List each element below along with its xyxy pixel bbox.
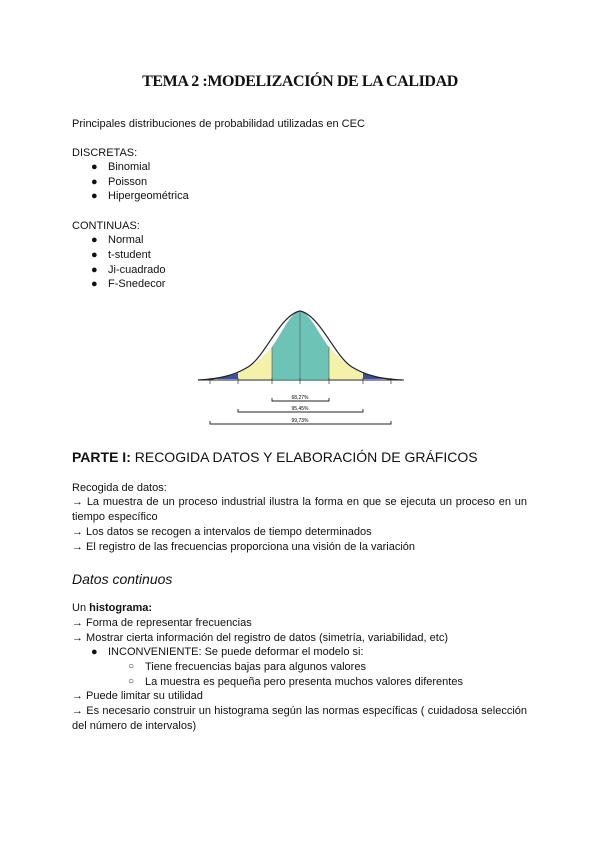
bullet-icon: ● xyxy=(91,176,98,188)
recogida-line-2: → Los datos se recogen a intervalos de tiempo determinados xyxy=(72,526,372,538)
middle-band-left xyxy=(238,347,272,379)
hollow-bullet-icon: ○ xyxy=(128,661,135,672)
range-label-2: 95,45% xyxy=(291,406,309,412)
range-label-1: 68,27% xyxy=(291,395,309,401)
continuas-heading: CONTINUAS: xyxy=(72,220,140,232)
discretas-heading: DISCRETAS: xyxy=(72,147,138,159)
histograma-term: histograma: xyxy=(89,602,153,614)
section-label: PARTE I: xyxy=(72,449,131,465)
list-item: Ji-cuadrado xyxy=(108,264,166,276)
list-item: F-Snedecor xyxy=(108,278,166,290)
inconveniente-text: INCONVENIENTE: Se puede deformar el modelo si: xyxy=(108,646,364,658)
histograma-line-4: → Es necesario construir un histograma según las normas específicas ( cuidadosa selección del número de intervalos) xyxy=(72,705,527,732)
inconveniente-sub-2: La muestra es pequeña pero presenta muchos valores diferentes xyxy=(145,676,463,688)
recogida-line-3: → El registro de las frecuencias proporciona una visión de la variación xyxy=(72,541,416,553)
histograma-prefix: Un xyxy=(72,602,90,614)
histograma-heading xyxy=(72,602,152,615)
histograma-line-1: → Forma de representar frecuencias xyxy=(72,617,252,629)
hollow-bullet-icon: ○ xyxy=(128,676,135,687)
list-item: Poisson xyxy=(108,176,148,188)
normal-distribution-figure xyxy=(190,305,415,430)
page-title: TEMA 2 :MODELIZACIÓN DE LA CALIDAD xyxy=(142,73,458,90)
list-item: Binomial xyxy=(108,161,151,173)
inconveniente-sub-1: Tiene frecuencias bajas para algunos valores xyxy=(145,661,366,673)
inner-band xyxy=(272,311,329,379)
bullet-icon: ● xyxy=(91,646,98,658)
section-title: RECOGIDA DATOS Y ELABORACIÓN DE GRÁFICOS xyxy=(130,449,478,465)
section-heading-parte-1 xyxy=(72,449,478,465)
list-item: t-student xyxy=(108,249,151,261)
bullet-icon: ● xyxy=(91,249,98,261)
bullet-icon: ● xyxy=(91,278,98,290)
list-item: Normal xyxy=(108,234,144,246)
histograma-line-3: → Puede limitar su utilidad xyxy=(72,690,203,702)
bullet-icon: ● xyxy=(91,161,98,173)
bullet-icon: ● xyxy=(91,190,98,202)
bullet-icon: ● xyxy=(91,264,98,276)
recogida-heading: Recogida de datos: xyxy=(72,482,167,494)
subsection-heading-datos-continuos: Datos continuos xyxy=(72,571,173,587)
range-label-3: 99,73% xyxy=(291,418,309,424)
intro-text: Principales distribuciones de probabilidad utilizadas en CEC xyxy=(72,118,365,130)
histograma-line-2: → Mostrar cierta información del registro de datos (simetría, variabilidad, etc) xyxy=(72,632,448,644)
bullet-icon: ● xyxy=(91,234,98,246)
recogida-line-1: → La muestra de un proceso industrial ilustra la forma en que se ejecuta un proceso en un tiempo específico xyxy=(72,496,527,523)
list-item: Hipergeométrica xyxy=(108,190,189,202)
